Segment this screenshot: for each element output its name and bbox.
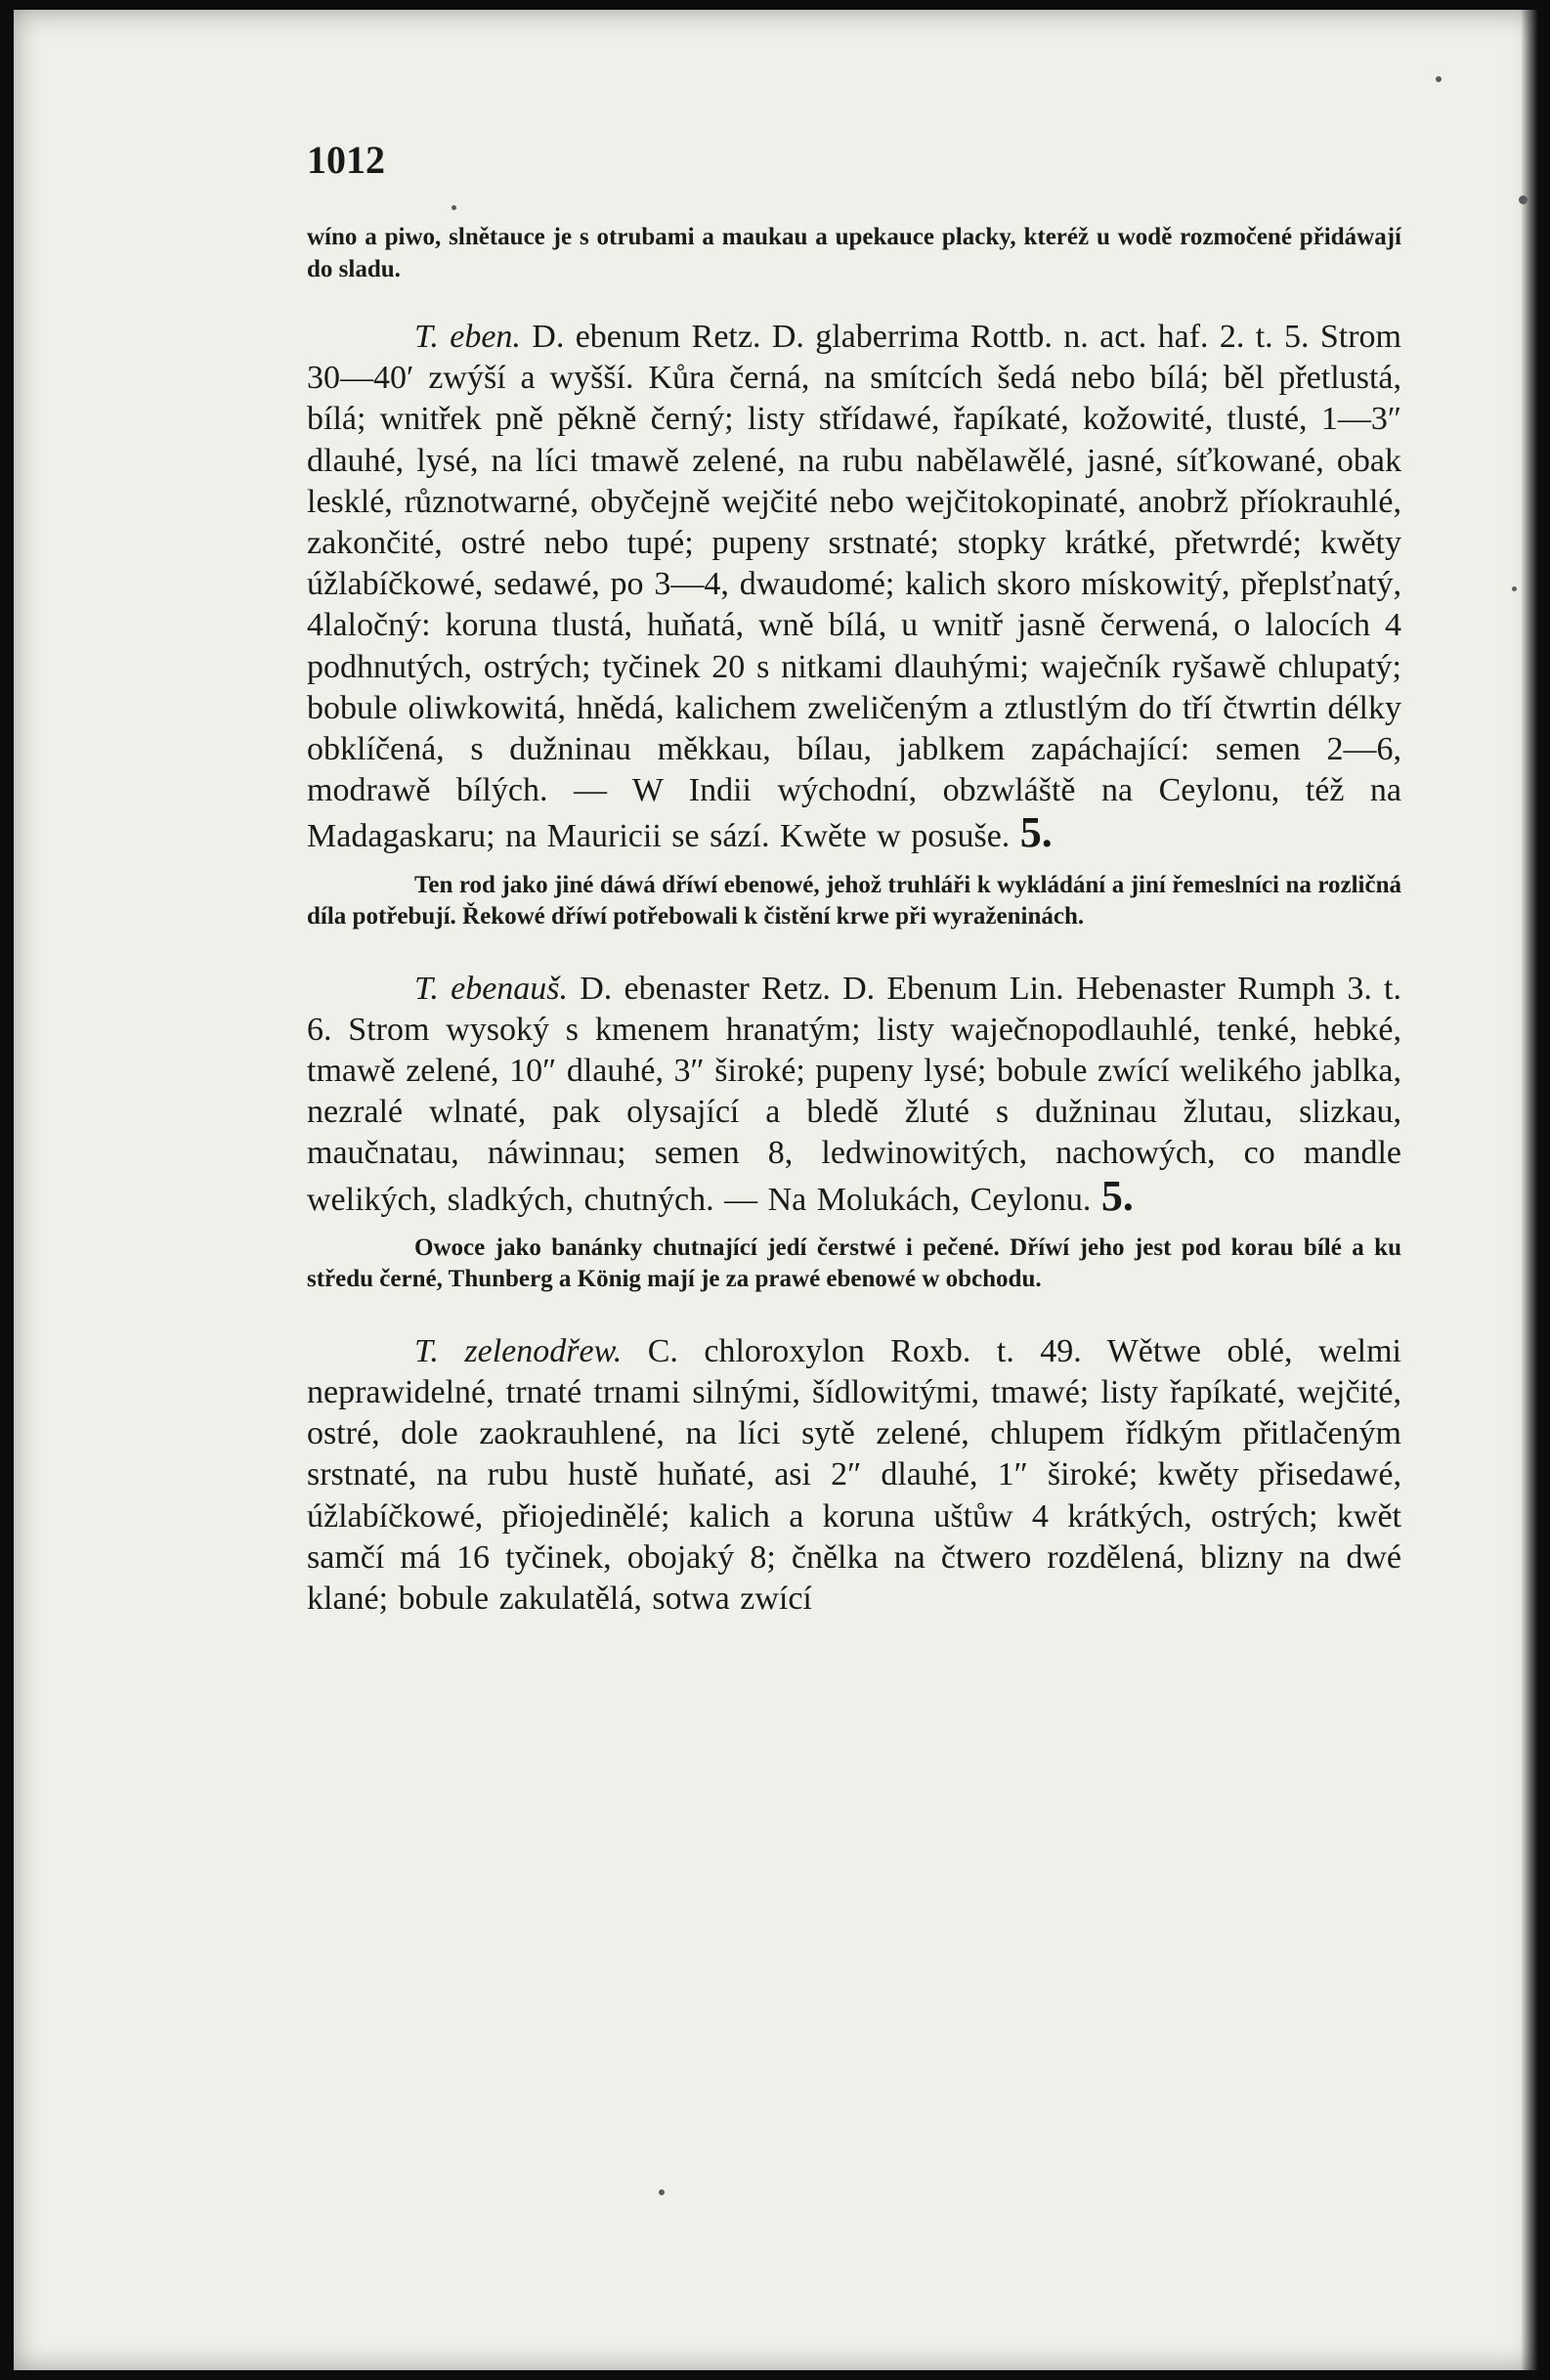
entry-heading: T. zelenodřew.	[414, 1332, 623, 1369]
perennial-sign: 5.	[1100, 1171, 1134, 1220]
ink-spot	[1436, 76, 1442, 82]
ink-spot	[659, 2189, 665, 2195]
ink-spot	[1512, 586, 1517, 591]
intro-note: wíno a piwo, slnětauce je s otrubami a maukau a upekauce placky, kteréž u wodě rozmočené přidáwají do sladu.	[307, 224, 1401, 282]
page-text	[307, 137, 1401, 1620]
entry-heading: T. eben.	[414, 319, 521, 355]
entry-note: Ten rod jako jiné dáwá dříwí ebenowé, jehož truhláři k wykládání a jiní řemeslníci na rozličná díla potřebují. Řekowé dříwí potřebowali k čistění krwe při wyraženinách.	[307, 871, 1401, 930]
ink-spot	[1519, 195, 1528, 204]
entry-description: D. ebenum Retz. D. glaberrima Rottb. n. act. haf. 2. t. 5. Strom 30—40′ zwýší a wyšší. Kůra černá, na smítcích šedá nebo bílá; běl přetlustá, bílá; wnitřek pně pěkně černý; listy střídawé, řapíkaté, kožowité, tlusté, 1—3″ dlauhé, lysé, na líci tmawě zelené, na rubu nabělawělé, jasné, síťkowané, obak lesklé, různotwarné, obyčejně wejčité nebo wejčitokopinaté, anobrž příokrauhlé, zakončité, ostré nebo tupé; pupeny srstnaté; stopky krátké, přetwrdé; kwěty úžlabíčkowé, sedawé, po 3—4, dwaudomé; kalich skoro mískowitý, přeplsťnatý, 4laločný: koruna tlustá, huňatá, wně bílá, u wnitř jasně čerwená, o lalocích 4 podhnutých, ostrých; tyčinek 20 s nitkami dlauhými; waječník ryšawě chlupatý; bobule oliwkowitá, hnědá, kalichem zweličeným a ztlustlým do tří čtwrtin délky obklíčená, s dužninau měkkau, bílau, jablkem zapáchající: semen 2—6, modrawě bílých. — W Indii wýchodní, obzwláště na Ceylonu, též na Madagaskaru; na Mauricii se sází. Kwěte w posuše.	[307, 319, 1401, 855]
entry-note: Owoce jako banánky chutnající jedí čerstwé i pečené. Dříwí jeho jest pod korau bílé a ku středu černé, Thunberg a König mají je za prawé ebenowé w obchodu.	[307, 1233, 1401, 1293]
perennial-sign: 5.	[1019, 808, 1053, 857]
scan-edge-shadow	[1521, 10, 1538, 2370]
entry-heading: T. ebenauš.	[414, 970, 569, 1007]
entry-description: C. chloroxylon Roxb. t. 49. Wětwe oblé, welmi neprawidelné, trnaté trnami silnými, šídlowitými, tmawé; listy řapíkaté, wejčité, ostré, dole zaokrauhlené, na líci sytě zelené, chlupem řídkým přitlačeným srstnaté, na rubu hustě huňaté, asi 2″ dlauhé, 1″ široké; kwěty přisedawé, úžlabíčkowé, přiojedinělé; kalich a koruna uštůw 4 krátkých, ostrých; kwět samčí má 16 tyčinek, obojaký 8; čnělka na čtwero rozdělená, blizny na dwé klané; bobule zakulatělá, sotwa zwící	[307, 1332, 1401, 1618]
entry-description: D. ebenaster Retz. D. Ebenum Lin. Hebenaster Rumph 3. t. 6. Strom wysoký s kmenem hranatým; listy waječnopodlauhlé, tenké, hebké, tmawě zelené, 10″ dlauhé, 3″ široké; pupeny lysé; bobule zwící welikého jablka, nezralé wlnaté, pak olysající a bledě žluté s dužninau žlutau, slizkau, maučnatau, náwinnau; semen 8, ledwinowitých, nachowých, co mandle welikých, sladkých, chutných. — Na Molukách, Ceylonu.	[307, 970, 1401, 1218]
entry-ebenum	[307, 317, 1401, 858]
page-number: 1012	[307, 138, 385, 182]
book-page	[14, 10, 1538, 2370]
entry-chloroxylon	[307, 1331, 1401, 1620]
entry-ebenaster	[307, 969, 1401, 1221]
